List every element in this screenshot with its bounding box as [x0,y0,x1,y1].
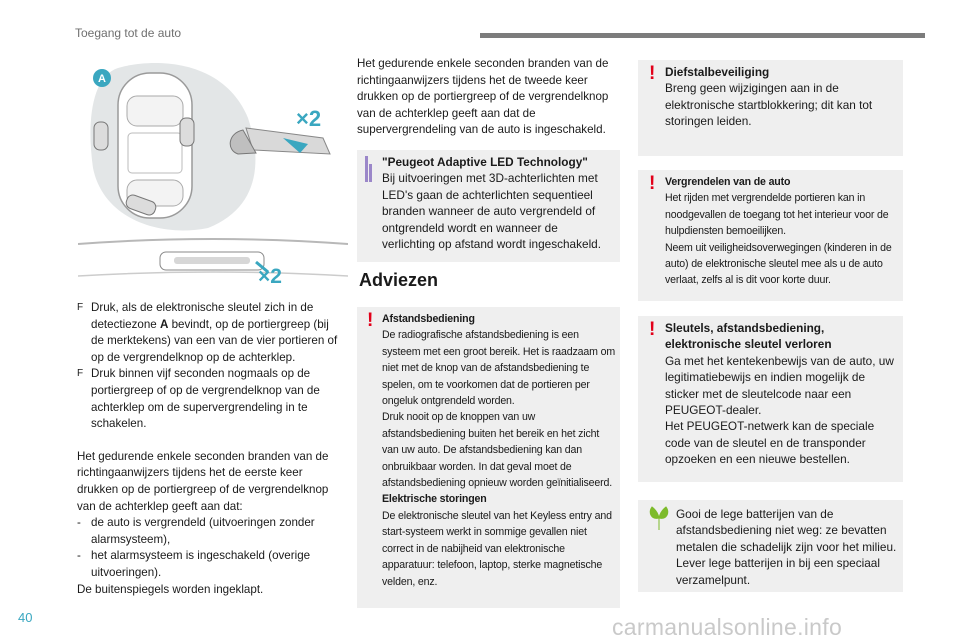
led-info-box [357,150,620,262]
remote-box-title: Afstandsbediening [382,313,475,325]
bullet-f-icon: F [77,368,84,380]
keys-box-text: Ga met het kentekenbewijs van de auto, uw legitimatiebewijs en indien mogelijk de sticker met de sleutelcode naar een PEUGEOT-dealer. [665,353,894,418]
remote-box-text: De radiografische afstandsbediening is een systeem met een groot bereik. Het is raadzaam om niet met de knop van de afstandsbediening te spelen, om te voorkomen dat de portieren per ongeluk ontgrendeld worden. [382,329,616,408]
watermark: carmanualsonline.info [612,614,843,640]
car-key-illustration [78,58,348,283]
page-number: 40 [18,610,33,625]
lock-box-title: Vergrendelen van de auto [665,176,791,188]
dash-item: - de auto is vergrendeld (uitvoeringen zonder alarmsysteem), [77,516,315,546]
closing-paragraph: De buitenspiegels worden ingeklapt. [77,582,264,596]
zone-reference: A [159,317,169,331]
zone-marker-label: A [98,73,106,85]
interference-title: Elektrische storingen [382,493,487,506]
theft-box-text: Breng geen wijzigingen aan in de elektronische startblokkering; dit kan tot storingen leiden. [665,81,873,129]
dash-text: het alarmsysteem is ingeschakeld (overige uitvoeringen). [91,549,311,579]
led-box-text: Bij uitvoeringen met 3D-achterlichten met LED's gaan de achterlichten sequentieel branden wanneer de auto vergrendeld of ontgrendeld wordt en wanneer de verlichting op afstand wordt ingeschakeld. [382,171,602,252]
remote-advice-box [357,307,620,608]
lock-box-text: Het rijden met vergrendelde portieren kan in noodgevallen de toegang tot het interieur voor de hulpdiensten bemoeilijken. [665,192,889,238]
remote-box-text: Druk nooit op de knoppen van uw afstandsbediening buiten het bereik en het zicht van uw auto. De afstandsbediening kan dan onbruikbaar worden. In dat geval moet de afstandsbediening opnieuw worden geïnitialiseerd. [382,411,612,490]
eco-battery-box [638,500,903,592]
bullet-text: bevindt, op de portiergreep (bij de merktekens) van een van de vier portieren of op de vergrendelknop op de achterklep. [91,317,338,364]
keys-box-title: Sleutels, afstandsbediening, elektronische sleutel verloren [665,321,832,352]
info-icon [365,156,372,182]
theft-protection-box [638,60,903,156]
bullet-text: Druk binnen vijf seconden nogmaals op de portiergreep of op de vergrendelknop van de achterklep om de supervergrendeling in te schakelen. [91,367,320,431]
page-header-title: Toegang tot de auto [75,26,182,40]
section-title: Adviezen [359,270,439,290]
bullet-f-icon: F [77,302,84,313]
column-1 [77,300,339,598]
dash-text: de auto is vergrendeld (uitvoeringen zonder alarmsysteem), [91,516,315,546]
press-twice-top-label: ×2 [296,106,322,131]
warning-icon: ! [649,63,656,84]
lost-keys-box [638,316,903,482]
bullet-text: Druk, als de elektronische sleutel zich in de detectiezone [91,301,314,331]
warning-icon: ! [649,173,656,194]
warning-icon: ! [649,319,656,340]
col2-paragraph: Het gedurende enkele seconden branden van de richtingaanwijzers tijdens het de tweede keer drukken op de portiergreep of de vergrendelknop van de achterklep geeft aan dat de supervergrendeling van de auto is ingeschakeld. [357,57,609,137]
theft-box-title: Diefstalbeveiliging [665,65,770,79]
press-twice-bottom-label: ×2 [258,265,282,283]
bullet-item [77,366,339,432]
intro-paragraph: Het gedurende enkele seconden branden van de richtingaanwijzers tijdens het de eerste keer drukken op de portiergreep of de vergrendelknop van de achterklep geeft aan dat: [77,449,329,513]
eco-leaf-icon [648,506,670,530]
keys-box-text: Het PEUGEOT-netwerk kan de speciale code van de sleutel en de transponder opzoeken en een nieuwe bestellen. [665,419,875,467]
bullet-item [77,300,339,366]
lock-box-text: Neem uit veiligheidsoverwegingen (kinderen in de auto) de elektronische sleutel mee als u de auto verlaat, zelfs al is dit voor korte duur. [665,241,892,287]
eco-box-text: Gooi de lege batterijen van de afstandsbediening niet weg: ze bevatten metalen die schadelijk zijn voor het milieu. Lever lege batterijen in bij een speciaal verzamelpunt. [676,507,897,587]
locking-advice-box [638,170,903,301]
led-box-title: "Peugeot Adaptive LED Technology" [382,155,588,169]
warning-icon: ! [367,310,374,331]
header-rule [480,33,925,38]
interference-text: De elektronische sleutel van het Keyless entry and start-systeem werkt in sommige gevallen niet correct in de nabijheid van elektronische apparatuur: telefoon, laptop, sterke magnetische velden, enz. [382,509,612,588]
dash-item: - het alarmsysteem is ingeschakeld (overige uitvoeringen). [77,549,311,579]
